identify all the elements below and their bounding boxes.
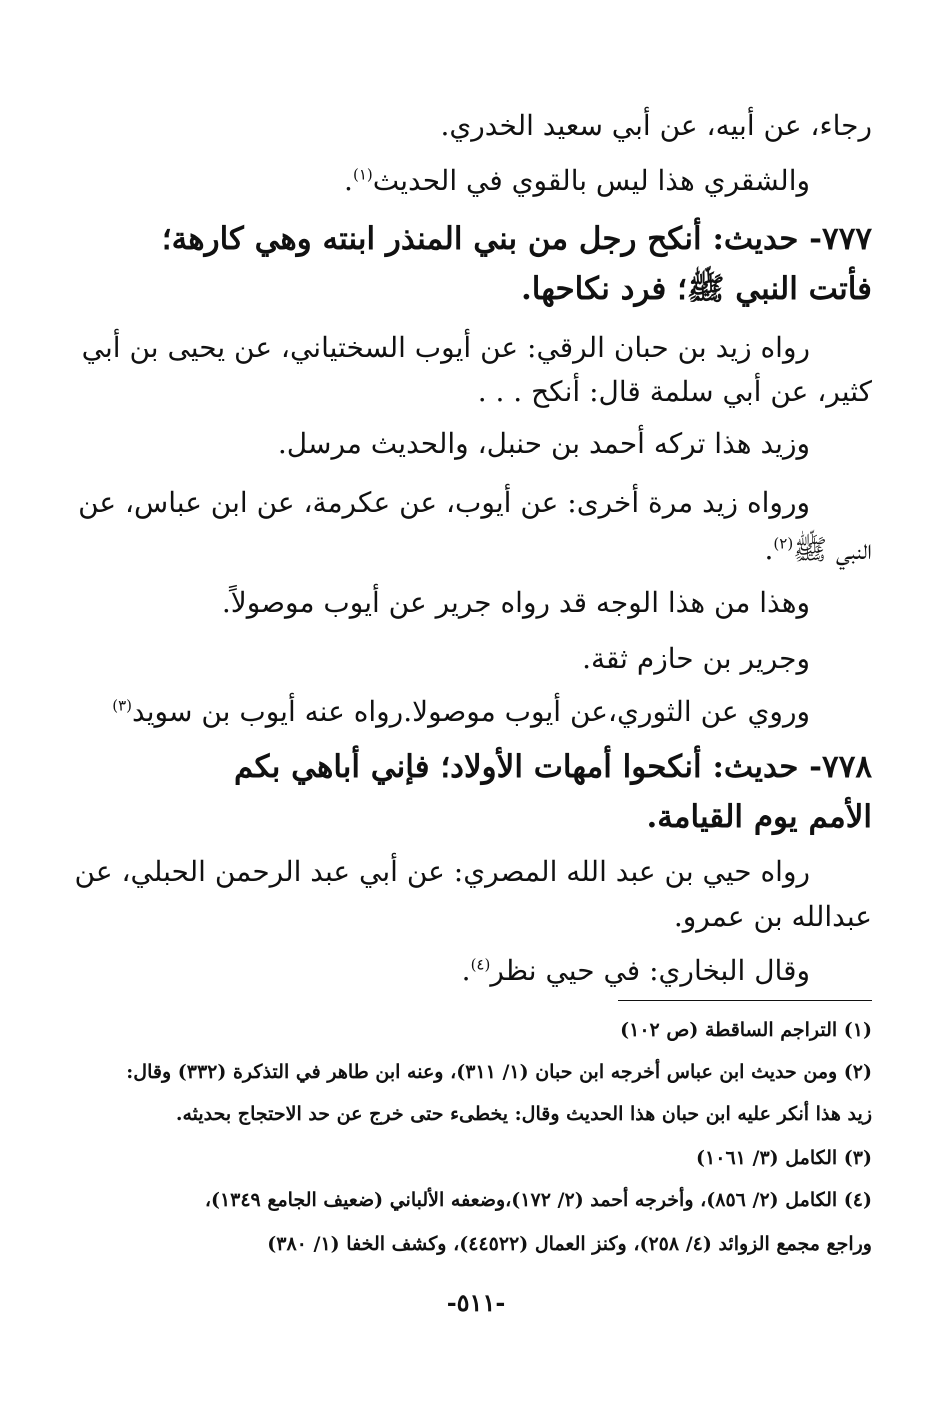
- text-line: رجاء، عن أبيه، عن أبي سعيد الخدري.: [440, 109, 872, 142]
- footnote-4: (٤) الكامل (٢/ ٨٥٦)، وأخرجه أحمد (٢/ ١٧٢)،وضعفه الألباني (ضعيف الجامع ١٣٤٩)،: [204, 1189, 872, 1211]
- hadith-heading-778: ٧٧٨- حديث: أنكحوا أمهات الأولاد؛ فإني أباهي بكم: [233, 749, 872, 785]
- footnote-ref: (١): [352, 165, 373, 184]
- hadith-heading-777-cont: فأتت النبي ﷺ؛ فرد نكاحها.: [520, 271, 872, 307]
- text-line: وزيد هذا تركه أحمد بن حنبل، والحديث مرسل.: [277, 427, 810, 460]
- text-line: وقال البخاري: في حيي نظر$^{(٤)}$.: [461, 954, 810, 987]
- hadith-heading-777: ٧٧٧- حديث: أنكح رجل من بني المنذر ابنته وهي كارهة؛: [161, 221, 872, 257]
- text-line: ورواه زيد مرة أخرى: عن أيوب، عن عكرمة، عن ابن عباس، عن: [78, 486, 810, 519]
- text-line: كثير، عن أبي سلمة قال: أنكح . . .: [477, 375, 872, 408]
- hadith-heading-778-cont: الأمم يوم القيامة.: [646, 799, 872, 835]
- footnote-separator: [618, 1000, 872, 1001]
- text-line: وروي عن الثوري،عن أيوب موصولا.رواه عنه أيوب بن سويد$^{(٣)}$: [112, 695, 810, 728]
- text-line: والشقري هذا ليس بالقوي في الحديث$^{(١)}$.: [344, 164, 810, 197]
- text-line: النبي ﷺ$^{(٢)}$.: [764, 533, 872, 566]
- text-line: رواه زيد بن حبان الرقي: عن أيوب السختياني، عن يحيى بن أبي: [81, 331, 810, 364]
- text-line: وجرير بن حازم ثقة.: [582, 642, 810, 675]
- footnote-2-cont: زيد هذا أنكر عليه ابن حبان هذا الحديث وقال: يخطىء حتى خرج عن حد الاحتجاج بحديثه.: [175, 1103, 872, 1125]
- text-line: رواه حيي بن عبد الله المصري: عن أبي عبد الرحمن الحبلي، عن: [74, 855, 810, 888]
- footnote-2: (٢) ومن حديث ابن عباس أخرجه ابن حبان (١/ ٣١١)، وعنه ابن طاهر في التذكرة (٣٣٢) وقال:: [126, 1061, 872, 1083]
- footnote-3: (٣) الكامل (٣/ ١٠٦١): [696, 1147, 872, 1169]
- footnote-ref: (٢): [773, 534, 794, 553]
- footnote-1: (١) التراجم الساقطة (ص ١٠٢): [620, 1019, 872, 1041]
- page-number: -٥١١-: [446, 1288, 506, 1317]
- text-line: وهذا من هذا الوجه قد رواه جرير عن أيوب موصولاً.: [221, 586, 810, 619]
- footnote-ref: (٤): [470, 955, 491, 974]
- text-line: عبدالله بن عمرو.: [673, 900, 872, 933]
- footnote-ref: (٣): [112, 696, 133, 715]
- footnote-4-cont: وراجع مجمع الزوائد (٤/ ٢٥٨)، وكنز العمال (٤٤٥٢٢)، وكشف الخفا (١/ ٣٨٠): [267, 1233, 872, 1255]
